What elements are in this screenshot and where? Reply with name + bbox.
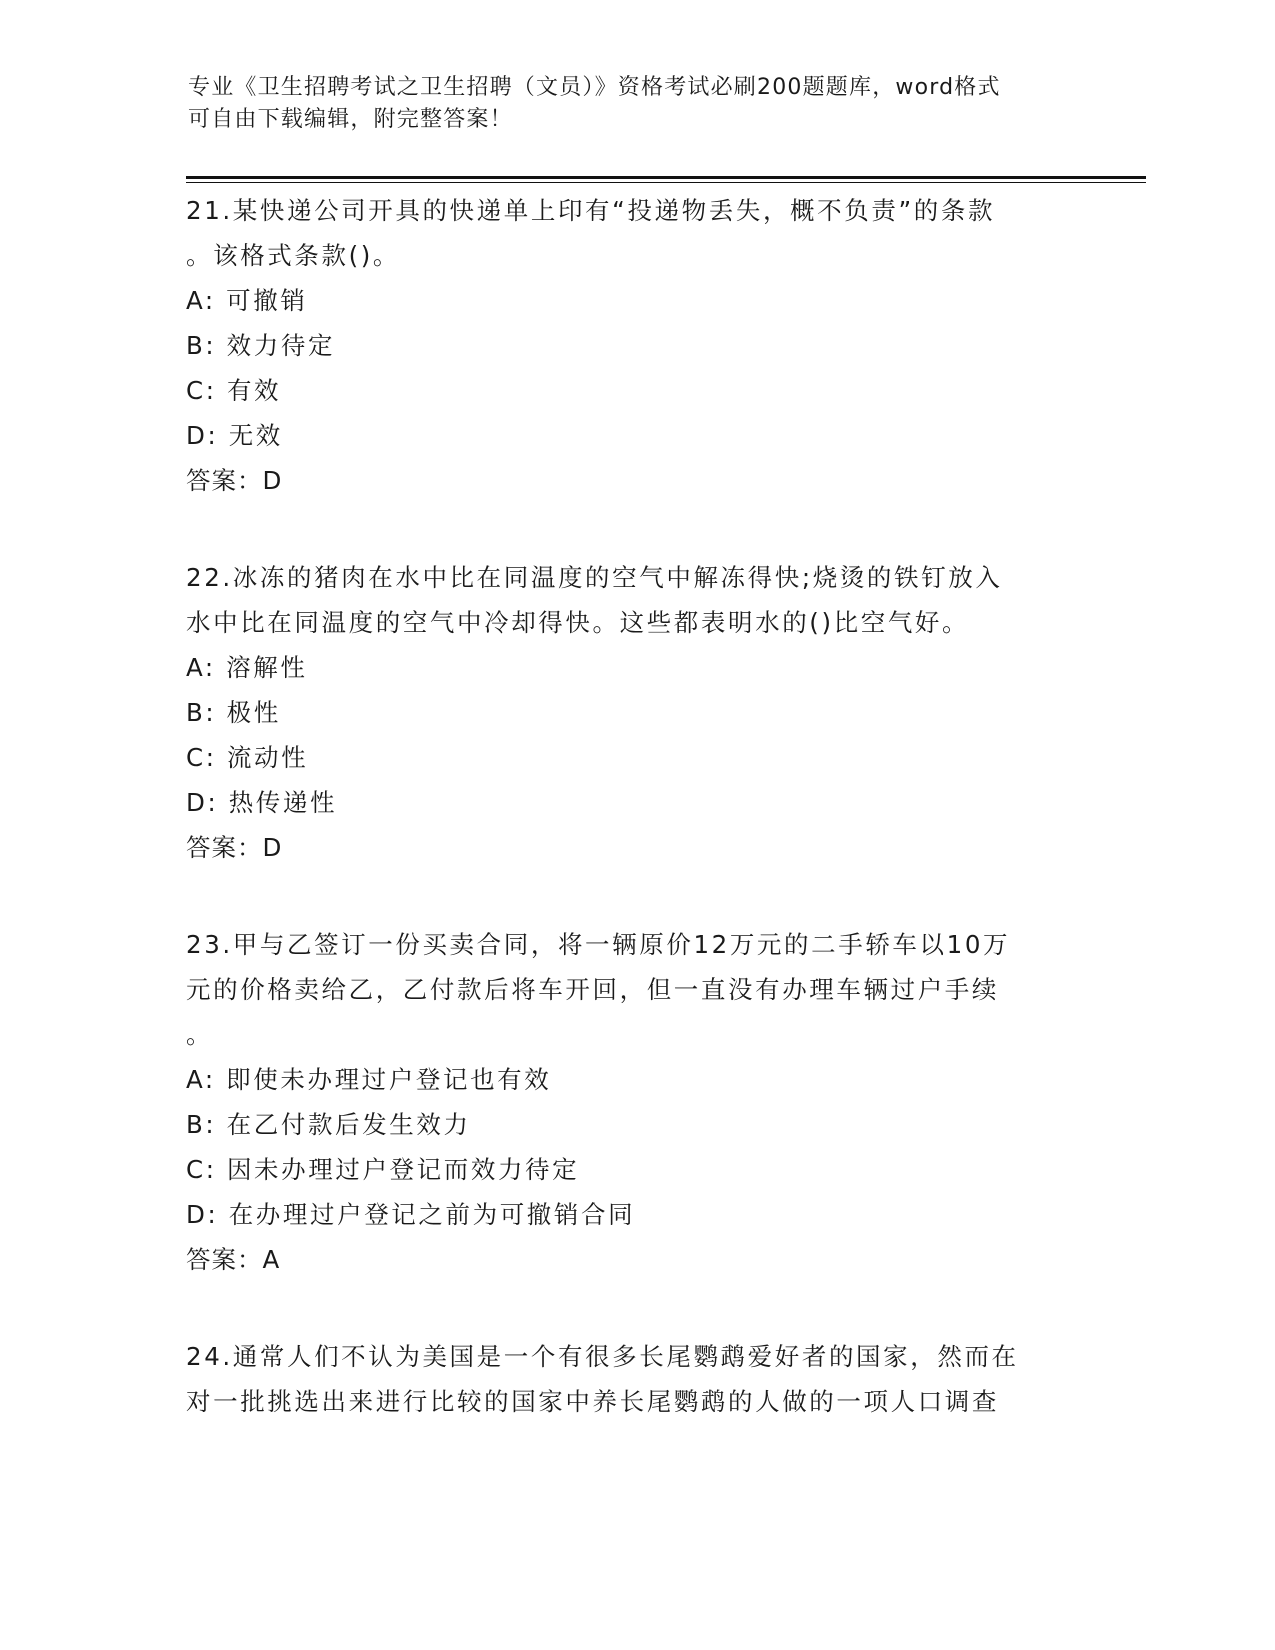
- question-text-line: 。: [186, 1020, 214, 1049]
- option-a: A: 溶解性: [186, 653, 308, 682]
- question-text-line: 元的价格卖给乙，乙付款后将车开回，但一直没有办理车辆过户手续: [186, 975, 999, 1004]
- answer-line: 答案：D: [186, 466, 283, 495]
- option-b: B: 效力待定: [186, 331, 336, 360]
- document-header: [188, 72, 1088, 136]
- option-d: D: 在办理过户登记之前为可撤销合同: [186, 1200, 636, 1229]
- question-text-line: 水中比在同温度的空气中冷却得快。这些都表明水的()比空气好。: [186, 608, 970, 637]
- option-b: B: 在乙付款后发生效力: [186, 1110, 471, 1139]
- option-a: A: 即使未办理过户登记也有效: [186, 1065, 552, 1094]
- question-text-line: 。该格式条款()。: [186, 241, 401, 270]
- option-c: C: 有效: [186, 376, 282, 405]
- option-d: D: 热传递性: [186, 788, 338, 817]
- option-c: C: 流动性: [186, 743, 309, 772]
- question-text-line: 23.甲与乙签订一份买卖合同，将一辆原价12万元的二手轿车以10万: [186, 930, 1011, 959]
- header-line-1: 专业《卫生招聘考试之卫生招聘（文员）》资格考试必刷200题题库，word格式: [188, 75, 1001, 100]
- question-22: [186, 555, 1086, 870]
- option-c: C: 因未办理过户登记而效力待定: [186, 1155, 580, 1184]
- question-text-line: 21.某快递公司开具的快递单上印有“投递物丢失，概不负责”的条款: [186, 196, 996, 225]
- question-23: [186, 922, 1086, 1282]
- answer-line: 答案：D: [186, 833, 283, 862]
- answer-line: 答案：A: [186, 1245, 281, 1274]
- header-line-2: 可自由下载编辑，附完整答案！: [188, 107, 513, 132]
- question-24: [186, 1334, 1086, 1424]
- question-text-line: 对一批挑选出来进行比较的国家中养长尾鹦鹉的人做的一项人口调查: [186, 1387, 999, 1416]
- question-list: [186, 188, 1086, 1424]
- question-text-line: 22.冰冻的猪肉在水中比在同温度的空气中解冻得快;烧烫的铁钉放入: [186, 563, 1003, 592]
- question-spacer: [186, 870, 1086, 922]
- question-21: [186, 188, 1086, 503]
- option-a: A: 可撤销: [186, 286, 308, 315]
- header-divider-thin: [186, 182, 1146, 183]
- option-b: B: 极性: [186, 698, 281, 727]
- question-spacer: [186, 1282, 1086, 1334]
- header-divider-thick: [186, 176, 1146, 179]
- option-d: D: 无效: [186, 421, 283, 450]
- question-spacer: [186, 503, 1086, 555]
- question-text-line: 24.通常人们不认为美国是一个有很多长尾鹦鹉爱好者的国家，然而在: [186, 1342, 1019, 1371]
